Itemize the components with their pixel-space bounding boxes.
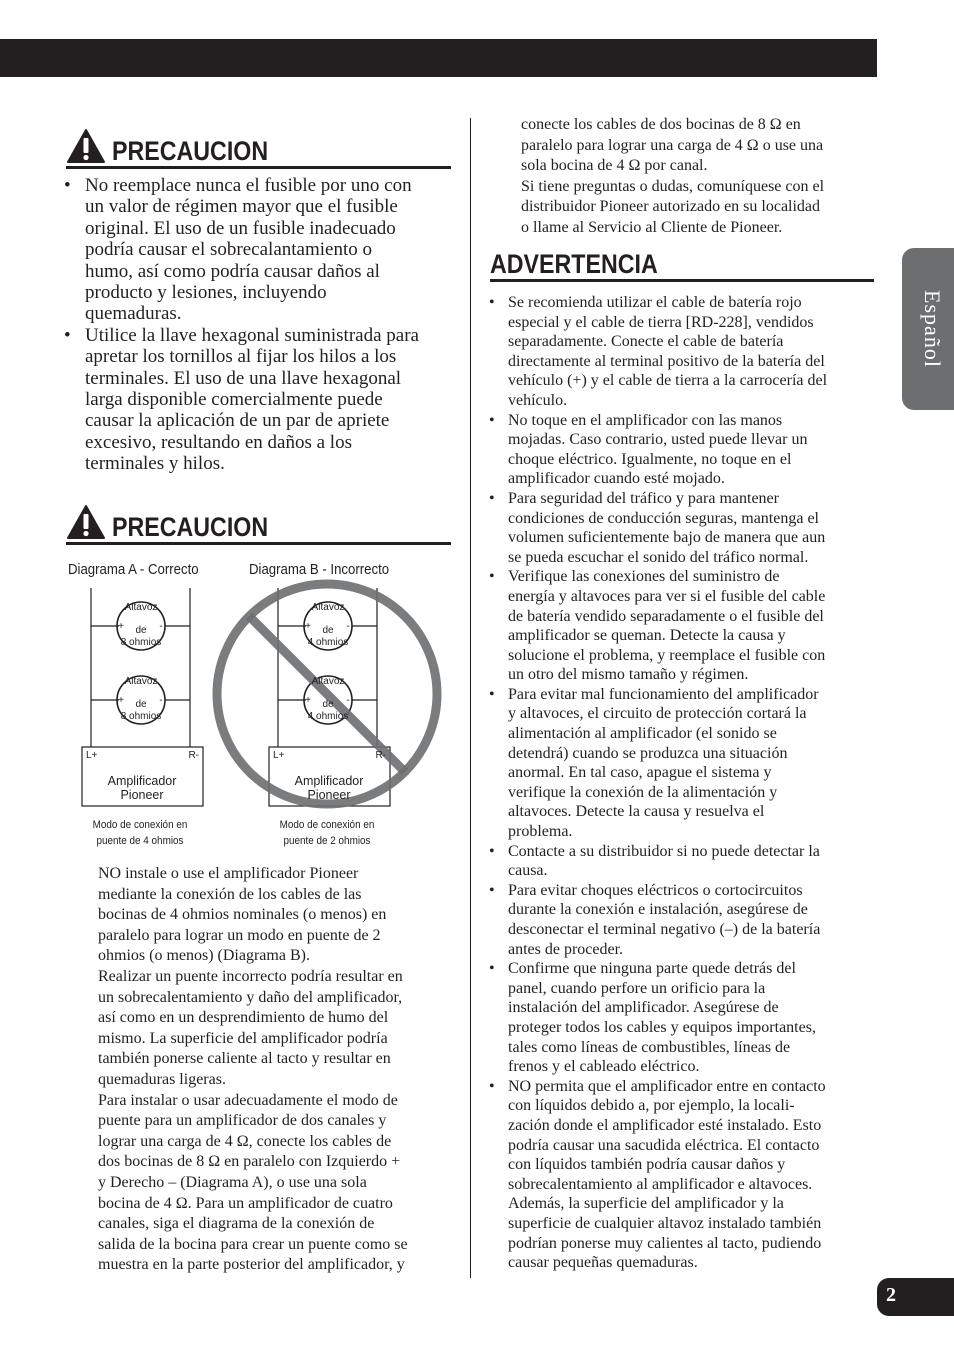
text-line: choque eléctrico. Igualmente, no toque en el — [508, 450, 792, 468]
bullet-icon: • — [489, 960, 495, 978]
text-line: Se recomienda utilizar el cable de batería rojo — [508, 294, 802, 311]
svg-text:+: + — [118, 695, 124, 706]
text-line: verifique la conexión de la alimentación y — [508, 783, 778, 801]
text-line: podría causar una sacudida eléctrica. El contacto — [508, 1136, 820, 1154]
amplifier-a-label: Amplificador — [107, 774, 177, 788]
text-line: terminales. El uso de una llave hexagonal — [85, 367, 402, 389]
text-line: Realizar un puente incorrecto podría resultar en — [98, 967, 403, 985]
text-line: terminales y hilos. — [85, 453, 225, 475]
svg-text:-: - — [159, 695, 163, 706]
text-line: mismo. La superficie del amplificador podría — [98, 1029, 388, 1047]
text-line: conecte los cables de dos bocinas de 8 Ω en — [521, 116, 801, 133]
list-item — [489, 842, 879, 881]
text-line: así como en un desprendimiento de humo del — [98, 1009, 389, 1027]
page-number: 2 — [886, 1284, 896, 1306]
text-line: panel, cuando perfore un orificio para la — [508, 979, 766, 997]
text-line: ohmios (o menos) (Diagrama B). — [98, 947, 310, 965]
caution-title-1: PRECAUCION — [112, 136, 269, 166]
text-line: excesivo, resultando en daños a los — [85, 431, 352, 453]
bridge-wiring-diagram — [0, 0, 470, 860]
svg-text:8 ohmios: 8 ohmios — [120, 711, 162, 722]
text-line: y Derecho – (Diagrama A), o use una sola — [98, 1173, 367, 1191]
list-item — [489, 489, 879, 567]
list-item — [489, 685, 879, 842]
text-line: mediante la conexión de los cables de las — [98, 885, 362, 903]
text-line: causar la aplicación de un par de apriete — [85, 410, 390, 432]
text-line: quemaduras ligeras. — [98, 1070, 226, 1088]
text-line: amplificador se queman. Detecte la causa y — [508, 627, 786, 645]
text-line: durante la conexión e instalación, asegúrese de — [508, 901, 808, 919]
svg-text:R-: R- — [188, 750, 199, 761]
bullet-icon: • — [489, 568, 495, 586]
text-line: No toque en el amplificador con las manos — [508, 411, 783, 429]
bullet-icon: • — [64, 324, 71, 346]
text-line: Si tiene preguntas o dudas, comuníquese con el — [521, 177, 825, 195]
text-line: amplificador cuando esté mojado. — [508, 470, 725, 488]
text-line: problema. — [508, 823, 573, 841]
text-line: sobrecalentamiento al amplificador e altavoces. — [508, 1175, 813, 1193]
svg-text:-: - — [159, 621, 163, 632]
svg-text:Pioneer: Pioneer — [307, 788, 351, 802]
text-line: mojadas. Caso contrario, usted puede llevar un — [508, 431, 808, 449]
text-line: original. El uso de un fusible inadecuado — [85, 217, 396, 239]
text-line: humo, así como podría causar daños al — [85, 260, 380, 282]
text-line: causar pequeñas quemaduras. — [508, 1254, 698, 1272]
text-line: Utilice la llave hexagonal suministrada para — [85, 324, 419, 346]
text-line: paralelo para lograr una carga de 4 Ω o use una — [521, 136, 824, 154]
svg-text:Pioneer: Pioneer — [120, 788, 164, 802]
text-line: frenos y el cableado eléctrico. — [508, 1058, 700, 1076]
text-line: un sobrecalentamiento y daño del amplificador, — [98, 988, 403, 1006]
text-line: bocina de 4 Ω. Para un amplificador de cuatro — [98, 1194, 393, 1212]
text-line: podría causar el sobrecalantamiento o — [85, 239, 372, 261]
diagram-b-label: Diagrama B - Incorrecto — [249, 561, 390, 578]
page-number-tab — [877, 1278, 954, 1316]
text-line: NO instale o use el amplificador Pioneer — [98, 865, 359, 882]
svg-text:8 ohmios: 8 ohmios — [120, 637, 162, 648]
svg-text:-: - — [346, 695, 350, 706]
bullet-icon: • — [489, 685, 495, 703]
text-line: instalación del amplificador. Asegúrese de — [508, 999, 779, 1017]
bullet-icon: • — [489, 294, 495, 311]
text-line: separadamente. Conecte el cable de batería — [508, 333, 784, 351]
text-line: No reemplace nunca el fusible por uno con — [85, 175, 412, 196]
text-line: muestra en la parte posterior del amplificador, y — [98, 1256, 405, 1274]
list-item — [489, 411, 879, 489]
diagram-a-label: Diagrama A - Correcto — [68, 561, 199, 578]
bullet-icon: • — [489, 842, 495, 860]
text-line: producto y lesiones, incluyendo — [85, 282, 327, 304]
svg-text:L+: L+ — [86, 750, 98, 761]
text-line: solucione el problema, y reemplace el fusible con — [508, 646, 826, 664]
bullet-icon: • — [489, 411, 495, 429]
language-tab — [902, 248, 954, 410]
speaker-a1-label: Altavoz — [124, 602, 158, 613]
list-item — [489, 293, 879, 411]
warning-list — [489, 293, 879, 1273]
svg-text:+: + — [305, 621, 311, 632]
text-line: alimentación al amplificador (el sonido se — [508, 725, 777, 743]
continued-text — [521, 115, 881, 238]
speaker-b1-label: Altavoz — [311, 602, 345, 613]
diagram-b-caption: Modo de conexión en puente de 2 ohmios — [279, 819, 375, 847]
speaker-a2-label: Altavoz — [124, 676, 158, 687]
svg-text:de: de — [322, 625, 334, 636]
text-line: tales como líneas de combustibles, líneas de — [508, 1038, 791, 1056]
text-line: vehículo (+) y el cable de tierra a la carrocería del — [508, 372, 828, 390]
text-line: Para seguridad del tráfico y para mantener — [508, 489, 779, 507]
amplifier-b-label: Amplificador — [294, 774, 364, 788]
text-line: proteger todos los cables y equipos importantes, — [508, 1018, 816, 1036]
text-line: con líquidos también podría causar daños y — [508, 1156, 786, 1174]
text-line: quemaduras. — [85, 303, 182, 325]
list-item — [489, 1077, 879, 1273]
svg-text:L+: L+ — [273, 750, 285, 761]
text-line: causa. — [508, 862, 548, 880]
svg-text:4 ohmios: 4 ohmios — [307, 637, 349, 648]
text-line: también ponerse caliente al tacto y resultar en — [98, 1050, 391, 1068]
text-line: podrían ponerse muy calientes al tacto, pudiendo — [508, 1234, 822, 1252]
text-line: y altavoces, el circuito de protección cortará la — [508, 705, 807, 723]
bridge-warning-text — [98, 864, 458, 1276]
svg-text:de: de — [322, 699, 334, 710]
text-line: directamente al terminal positivo de la batería del — [508, 352, 825, 370]
text-line: sola bocina de 4 Ω por canal. — [521, 157, 708, 174]
bullet-icon: • — [489, 881, 495, 899]
svg-text:+: + — [118, 621, 124, 632]
svg-text:-: - — [346, 621, 350, 632]
text-line: anormal. En tal caso, apague el sistema y — [508, 764, 772, 782]
text-line: dos bocinas de 8 Ω en paralelo con Izquierdo + — [98, 1153, 401, 1171]
svg-text:R-: R- — [375, 750, 386, 761]
bullet-icon: • — [489, 489, 495, 507]
caution-title-2: PRECAUCION — [112, 512, 269, 542]
text-line: desconectar el terminal negativo (–) de la batería — [508, 921, 821, 938]
svg-text:+: + — [305, 695, 311, 706]
text-line: especial y el cable de tierra [RD-228], vendidos — [508, 313, 814, 331]
text-line: antes de proceder. — [508, 940, 624, 958]
list-item — [489, 567, 879, 685]
text-line: con líquidos debido a, por ejemplo, la locali- — [508, 1097, 795, 1115]
warning-title: ADVERTENCIA — [490, 249, 658, 279]
text-line: condiciones de conducción seguras, mantenga el — [508, 509, 819, 527]
text-line: Para instalar o usar adecuadamente el modo de — [98, 1091, 398, 1109]
warning-heading — [490, 243, 874, 282]
text-line: o llame al Servicio al Cliente de Pioneer. — [521, 218, 783, 236]
text-line: un valor de régimen mayor que el fusible — [85, 196, 398, 218]
bullet-icon: • — [64, 175, 71, 196]
text-line: Verifique las conexiones del suministro de — [508, 568, 780, 586]
text-line: zación donde el amplificador esté instalado. Esto — [508, 1116, 822, 1134]
column-divider — [470, 118, 471, 1278]
prohibited-icon — [217, 584, 437, 804]
text-line: detendrá) cuando se produzca una situación — [508, 744, 788, 762]
text-line: Para evitar choques eléctricos o cortocircuitos — [508, 881, 803, 899]
text-line: NO permita que el amplificador entre en contacto — [508, 1077, 826, 1095]
text-line: larga disponible comercialmente puede — [85, 389, 383, 411]
text-line: se pueda escuchar el sonido del tráfico normal. — [508, 548, 809, 566]
text-line: volumen suficientemente bajo de manera que aun — [508, 529, 826, 547]
text-line: canales, siga el diagrama de la conexión de — [98, 1215, 375, 1233]
list-item — [489, 881, 879, 959]
text-line: de batería vendido separadamente o el fusible del — [508, 607, 824, 625]
text-line: Confirme que ninguna parte quede detrás del — [508, 960, 796, 978]
text-line: altavoces. Detecte la causa y resuelva el — [508, 803, 765, 821]
text-line: Contacte a su distribuidor si no puede detectar la — [508, 842, 820, 860]
svg-text:de: de — [135, 699, 147, 710]
text-line: un otro del mismo tamaño y régimen. — [508, 666, 749, 684]
svg-text:4 ohmios: 4 ohmios — [307, 711, 349, 722]
speaker-b2-label: Altavoz — [311, 676, 345, 687]
bullet-icon: • — [489, 1077, 495, 1095]
text-line: energía y altavoces para ver si el fusible del cable — [508, 587, 826, 605]
text-line: salida de la bocina para crear un puente como se — [98, 1235, 408, 1253]
text-line: paralelo para lograr un modo en puente de 2 — [98, 926, 381, 944]
language-tab-label: Español — [920, 290, 945, 368]
text-line: lograr una carga de 4 Ω, conecte los cables de — [98, 1132, 392, 1150]
text-line: Para evitar mal funcionamiento del amplificador — [508, 685, 819, 703]
text-line: bocinas de 4 ohmios nominales (o menos) en — [98, 906, 387, 924]
text-line: Además, la superficie del amplificador y la — [508, 1195, 784, 1213]
text-line: distribuidor Pioneer autorizado en su localidad — [521, 198, 821, 215]
text-line: apretar los tornillos al fijar los hilos a los — [85, 346, 397, 368]
text-line: puente para un amplificador de dos canales y — [98, 1112, 387, 1130]
svg-text:de: de — [135, 625, 147, 636]
diagram-a-caption: Modo de conexión en puente de 4 ohmios — [92, 819, 188, 847]
list-item — [489, 959, 879, 1077]
text-line: vehículo. — [508, 391, 568, 409]
text-line: superficie de cualquier altavoz instalado también — [508, 1214, 822, 1232]
